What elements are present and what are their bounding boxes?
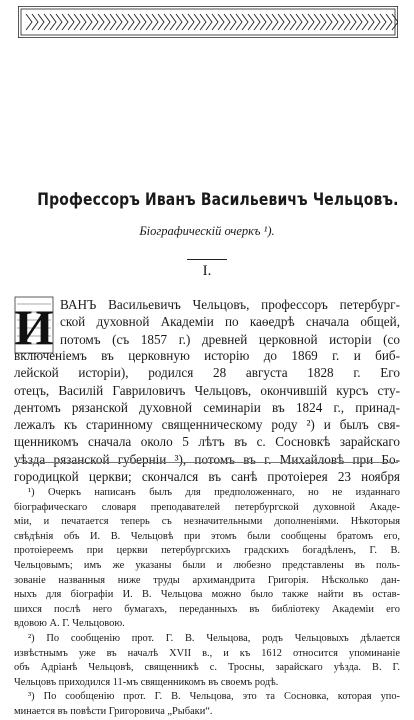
title-rule [187, 259, 227, 260]
footnote-line: ныхъ для біографіи И. В. Чельцова можно было также найти въ остав- [14, 589, 400, 601]
footnote-line: шихся послѣ него бумагахъ, переданныхъ въ библіотеку Академіи его [14, 603, 400, 615]
footnote-line: ³) По сообщенію прот. Г. В. Чельцова, это та Сосновка, которая упо- [28, 691, 400, 703]
article-title: Профессоръ Иванъ Васильевичъ Чельцовъ. [37, 190, 399, 210]
footnote-line: Чельцовъ приходился 11-мъ священникомъ въ своемъ родѣ. [14, 676, 279, 688]
footnote-line: извѣстнымъ уже въ началѣ XVII в., и къ 1612 относится упоминаніе [14, 647, 400, 659]
footnote-line: объ Адріанѣ Чельцовѣ, священникѣ с. Тросны, зарайскаго уѣзда. В. Г. [14, 662, 400, 674]
section-number: I. [202, 263, 212, 279]
body-line: потомъ (съ 1857 г.) древней церковной исторіи (со [60, 331, 400, 347]
footnote-line: свѣдѣнія объ И. В. Чельцовѣ при этомъ были сообщены братомъ его, [14, 530, 400, 542]
body-text [14, 347, 400, 485]
body-line: уѣзда рязанской губерніи ³), потомъ въ г. Михайловѣ при Бо- [14, 451, 400, 467]
svg-text:И: И [14, 299, 54, 354]
footnote-line: біографическаго словаря преподавателей петербургской духовной Акаде- [14, 501, 400, 513]
footnote-separator [16, 462, 398, 463]
article-subtitle: Біографическій очеркъ ¹). [139, 224, 275, 238]
body-line: городицкой церкви; скончался въ санѣ протоіерея 23 ноября [14, 469, 400, 485]
footnote-line: протоіереемъ при церкви петербургскихъ градскихъ богадѣленъ, Г. В. [14, 545, 400, 557]
footnote-line: міи, и печатается теперь съ незначительными дополненіями. Нѣкоторыя [14, 516, 400, 528]
body-line: щенникомъ сначала около 5 лѣтъ въ с. Сосновкѣ зарайскаго [14, 434, 400, 450]
drop-cap-initial [14, 296, 54, 354]
body-line: лежалъ къ старинному священническому роду ²) и былъ свя- [14, 417, 400, 433]
body-line: включеніемъ въ церковную исторію до 1869 г. и биб- [14, 348, 400, 363]
body-text-lead [60, 296, 400, 348]
body-line: отецъ, Василій Гавриловичъ Чельцовъ, окончившій курсъ сту- [14, 382, 400, 398]
footnote-line: минается въ повѣсти Григоровича „Рыбаки“. [14, 705, 213, 717]
body-line: лейской исторіи), родился 28 августа 1828 г. Его [14, 365, 400, 381]
body-line: дентомъ рязанской духовной семинаріи въ 1824 г., принад- [14, 399, 400, 415]
footnote-line: Чельцовымъ; имъ же указаны были и любезно представлены въ поль- [14, 559, 400, 571]
body-line: ВАНЪ Васильевичъ Чельцовъ, профессоръ петербург- [60, 297, 400, 312]
ornamental-header-band [18, 6, 398, 38]
body-line: ской духовной Академіи по каѳедрѣ сначала общей, [60, 314, 400, 330]
footnote-line: вдовою А. Г. Чельцовою. [14, 618, 125, 630]
footnote-line: ²) По сообщенію прот. Г. В. Чельцова, родъ Чельцовыхъ дѣлается [28, 632, 400, 644]
footnote-line: ¹) Очеркъ написанъ былъ для предположеннаго, но не изданнаго [28, 487, 400, 498]
footnote-line: зованіе названныя ниже труды архимандрита Григорія. Нѣсколько дан- [14, 574, 400, 586]
footnotes [14, 486, 400, 720]
